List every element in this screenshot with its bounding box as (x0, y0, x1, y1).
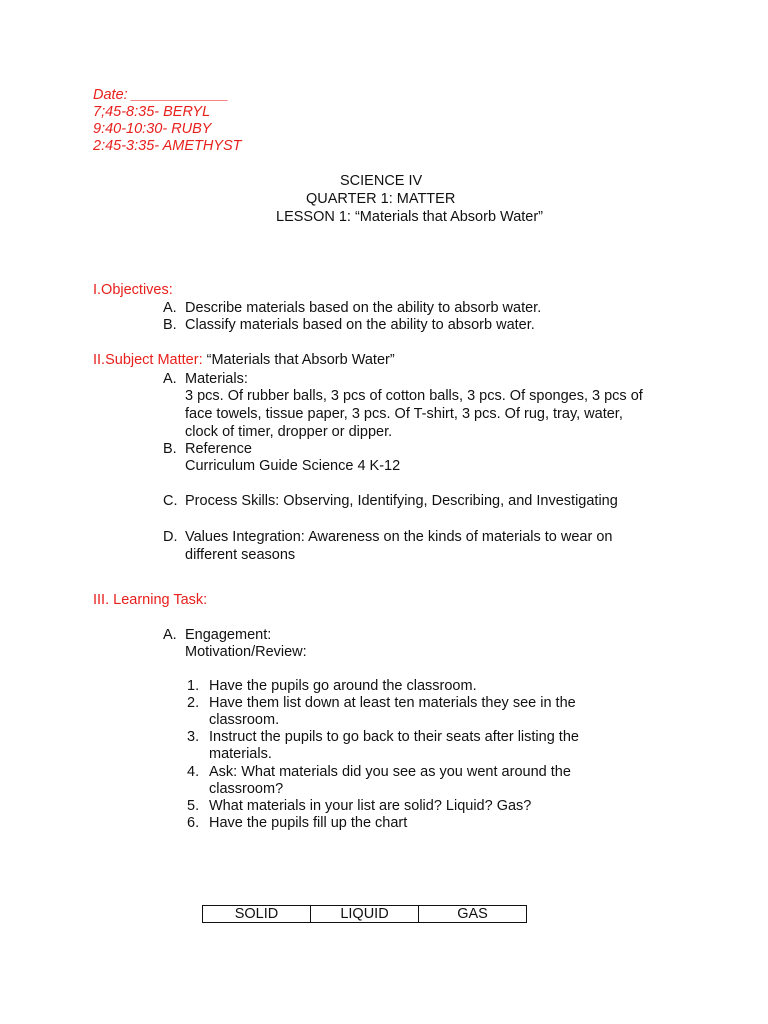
subject-matter-heading: II.Subject Matter: (93, 352, 203, 368)
step-4-continued: classroom? (209, 781, 284, 797)
reference-label: Reference (185, 441, 252, 457)
process-skills-text: Process Skills: Observing, Identifying, Describing, and Investigating (185, 493, 618, 509)
step-number: 4. (187, 764, 200, 780)
classification-chart (202, 905, 527, 923)
step-4 (187, 764, 571, 781)
objective-text: Classify materials based on the ability to absorb water. (185, 317, 535, 333)
materials-line-2: face towels, tissue paper, 3 pcs. Of T-shirt, 3 pcs. Of rug, tray, water, (185, 406, 623, 422)
step-2 (187, 695, 576, 712)
chart-column-gas: GAS (419, 906, 527, 923)
objective-text: Describe materials based on the ability to absorb water. (185, 300, 542, 316)
list-marker: D. (163, 529, 178, 545)
step-text: Ask: What materials did you see as you went around the (209, 764, 571, 780)
materials-line-1: 3 pcs. Of rubber balls, 3 pcs of cotton balls, 3 pcs. Of sponges, 3 pcs of (185, 388, 643, 404)
date-line: Date: ____________ (93, 87, 229, 103)
engagement-label: Engagement: (185, 627, 272, 643)
step-text: Have them list down at least ten materials they see in the (209, 695, 576, 711)
reference-text: Curriculum Guide Science 4 K-12 (185, 458, 401, 474)
lesson-title: LESSON 1: “Materials that Absorb Water” (276, 209, 544, 225)
step-number: 3. (187, 729, 200, 745)
step-number: 1. (187, 678, 200, 694)
step-text: What materials in your list are solid? Liquid? Gas? (209, 798, 532, 814)
step-2-continued: classroom. (209, 712, 280, 728)
step-5 (187, 798, 531, 815)
quarter-title: QUARTER 1: MATTER (306, 191, 456, 207)
materials-item (163, 371, 248, 388)
subject-matter-line (93, 352, 395, 369)
list-marker: B. (163, 317, 177, 333)
list-marker: A. (163, 627, 177, 643)
schedule-beryl: 7;45-8:35- BERYL (93, 104, 211, 120)
reference-item (163, 441, 252, 458)
objective-item-a (163, 300, 541, 317)
step-text: Have the pupils fill up the chart (209, 815, 408, 831)
values-item (163, 529, 612, 546)
objectives-heading: I.Objectives: (93, 282, 173, 298)
step-number: 5. (187, 798, 200, 814)
step-3-continued: materials. (209, 746, 272, 762)
motivation-label: Motivation/Review: (185, 644, 307, 660)
process-skills-item (163, 493, 618, 510)
list-marker: A. (163, 300, 177, 316)
objective-item-b (163, 317, 535, 334)
step-1 (187, 678, 477, 695)
step-text: Instruct the pupils to go back to their seats after listing the (209, 729, 579, 745)
learning-task-heading: III. Learning Task: (93, 592, 208, 608)
materials-label: Materials: (185, 371, 248, 387)
chart-column-liquid: LIQUID (311, 906, 419, 923)
subject-title: SCIENCE IV (340, 173, 423, 189)
step-text: Have the pupils go around the classroom. (209, 678, 477, 694)
chart-header-row (203, 906, 527, 923)
step-6 (187, 815, 407, 832)
values-text: Values Integration: Awareness on the kinds of materials to wear on (185, 529, 613, 545)
step-number: 6. (187, 815, 200, 831)
subject-matter-title: “Materials that Absorb Water” (202, 352, 395, 368)
schedule-amethyst: 2:45-3:35- AMETHYST (93, 138, 242, 154)
values-text-line-2: different seasons (185, 547, 296, 563)
schedule-ruby: 9:40-10:30- RUBY (93, 121, 212, 137)
list-marker: A. (163, 371, 177, 387)
step-3 (187, 729, 579, 746)
engagement-item (163, 627, 271, 644)
list-marker: C. (163, 493, 178, 509)
step-number: 2. (187, 695, 200, 711)
materials-line-3: clock of timer, dropper or dipper. (185, 424, 393, 440)
list-marker: B. (163, 441, 177, 457)
chart-column-solid: SOLID (203, 906, 311, 923)
